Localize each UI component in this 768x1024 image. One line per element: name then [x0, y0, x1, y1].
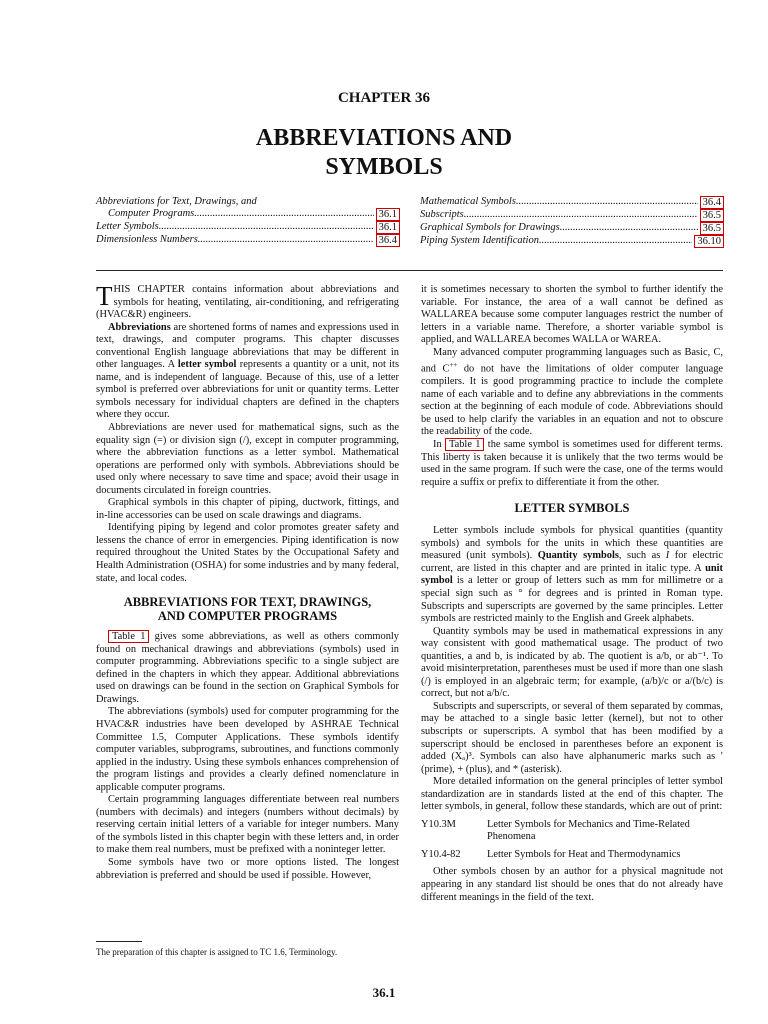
toc-label: Subscripts [420, 209, 464, 220]
toc-entry[interactable] [420, 235, 724, 248]
footnote: The preparation of this chapter is assigned to TC 1.6, Terminology. [96, 947, 338, 957]
toc-entry[interactable] [420, 222, 724, 235]
paragraph: In Table 1 the same symbol is sometimes used for different terms. This liberty is taken because it is unlikely that the two terms would be used in the same program. If such were the case, one of the terms would require a suffix or prefix to differentiate it from the other. [421, 439, 723, 488]
paragraph: More detailed information on the general principles of letter symbol standardization are in standards listed at the end of this chapter. The letter symbols, in general, follow these standards, which are out of print: [421, 776, 723, 813]
paragraph: Table 1 gives some abbreviations, as well as others commonly found on mechanical drawings and abbreviations (symbols) used in computer programming. Abbreviations specific to a single subject are defined in the chapters in which they appear. Additional abbreviations used on drawings can be found in the section on Graphical Symbols for Drawings. [96, 631, 399, 705]
toc-entry[interactable] [96, 208, 400, 221]
toc-label: Computer Programs [108, 208, 195, 220]
right-column [421, 284, 723, 904]
section-heading: LETTER SYMBOLS [514, 501, 630, 516]
intro-paragraph: THIS CHAPTER contains information about abbreviations and symbols for heating, ventilating, air-conditioning, and refrigerating (HVAC&R) engineers. [96, 281, 399, 321]
toc-entry[interactable] [420, 209, 724, 222]
page-title [0, 124, 768, 182]
title-line-2: SYMBOLS [325, 154, 443, 180]
paragraph: Other symbols chosen by an author for a physical magnitude not appearing in any standard list should be ones that do not already have different meanings in the field of the text. [421, 866, 723, 903]
toc-label: Graphical Symbols for Drawings [420, 222, 560, 233]
toc-page-link[interactable]: 36.4 [376, 234, 400, 247]
toc-entry[interactable] [96, 234, 400, 247]
left-column [96, 281, 399, 882]
table-1-link[interactable]: Table 1 [445, 438, 484, 451]
paragraph: Subscripts and superscripts, or several of them separated by commas, may be attached to a single basic letter (kernel), but not to other subscripts or superscripts. A symbol that has been modified by a superscript should be enclosed in parentheses before an exponent is added (Xₐ)³. Symbols can also have alphanumeric marks such as ′ (prime), + (plus), and * (asterisk). [421, 700, 723, 775]
paragraph: Letter symbols include symbols for physical quantities (quantity symbols) and symbols for the units in which these quantities are measured (unit symbols). Quantity symbols, such as I for electric current, are listed in this chapter and are printed in italic type. A unit symbol is a letter or group of letters such as mm for millimetre or a special sign such as ° for degrees and is printed in Roman type. Subscripts and superscripts are governed by the same principles. Letter symbols are restricted mainly to the English and Greek alphabets. [421, 525, 724, 625]
header-divider [96, 270, 723, 271]
table-1-link[interactable]: Table 1 [108, 630, 149, 643]
page-number: 36.1 [372, 985, 396, 1000]
paragraph: Identifying piping by legend and color promotes greater safety and lessens the chance of error in emergencies. Piping identification is now required throughout the United States by the Occupational Safety and Health Administration (OSHA) for some industries and by many federal, state, and local codes. [96, 522, 399, 584]
toc-page-link[interactable]: 36.1 [376, 208, 400, 221]
paragraph: Some symbols have two or more options listed. The longest abbreviation is preferred and should be used if possible. However, [96, 856, 399, 881]
toc-label: Abbreviations for Text, Drawings, and [96, 196, 257, 207]
toc-page-link[interactable]: 36.10 [694, 235, 724, 248]
toc-page-link[interactable]: 36.5 [700, 222, 724, 235]
title-line-1: ABBREVIATIONS AND [255, 125, 513, 151]
toc-label: Piping System Identification [420, 235, 539, 246]
paragraph: it is sometimes necessary to shorten the symbol to further identify the variable. For instance, the area of a wall cannot be defined as WALLAREA because some computer languages restrict the number of letters in a variable name. Therefore, a shorter variable symbol is applied, and WALLAREA becomes WALLA or WAREA. [421, 284, 723, 346]
chapter-label: CHAPTER 36 [337, 90, 431, 106]
paragraph: The abbreviations (symbols) used for computer programming for the HVAC&R industries have been developed by ASHRAE Technical Committee 1.5, Computer Applications. These symbols identify computer variables, subprograms, subroutines, and functions commonly applied in the industry. Using these symbols enhances comprehension of the program listings and provides a clearly defined nomenclature in applicable computer programs. [96, 706, 399, 793]
toc-entry[interactable] [96, 221, 400, 234]
paragraph: Many advanced computer programming languages such as Basic, C, and C++ do not have the limitations of older computer language compilers. It is good programming practice to include the complete name of each variable and to define any abbreviations in the comments section at the beginning of each module of code. Abbreviations should be used to help clarify the variables in an equation and not to obscure the readability of the code. [421, 346, 723, 438]
standard-entry: Y10.3M Letter Symbols for Mechanics and Time-Related Phenomena [421, 818, 690, 843]
paragraph: Certain programming languages differentiate between real numbers (numbers with decimals) and integers (numbers without decimals) by reserving certain initial letters of a variable for integer numbers. Many of the symbols listed in this chapter begin with these letters and, in order to make them real numbers, must be prefixed with a noninteger letter. [96, 794, 399, 856]
paragraph: Graphical symbols in this chapter of piping, ductwork, fittings, and in-line accessories can be used on scale drawings and diagrams. [96, 497, 399, 521]
toc-page-link[interactable]: 36.1 [376, 221, 400, 234]
paragraph: Abbreviations are shortened forms of names and expressions used in text, drawings, and computer programs. This chapter discusses conventional English language abbreviations that may be different in other languages. A letter symbol represents a quantity or a unit, not its name, and is independent of language. Because of this, use of a letter symbol is preferred over abbreviations for unit or quantity terms. Letter symbols necessary for individual chapters are defined in the chapters where they occur. [96, 321, 399, 421]
toc-label: Mathematical Symbols [420, 196, 516, 207]
toc-entry [96, 196, 400, 208]
toc-page-link[interactable]: 36.4 [700, 196, 724, 209]
section-heading: ABBREVIATIONS FOR TEXT, DRAWINGS, AND COMPUTER PROGRAMS [123, 595, 372, 624]
toc-label: Dimensionless Numbers [96, 234, 198, 246]
standard-entry: Y10.4-82 Letter Symbols for Heat and Thermodynamics [421, 848, 681, 860]
footnote-divider [96, 941, 142, 942]
toc-page-link[interactable]: 36.5 [700, 209, 724, 222]
paragraph: Abbreviations are never used for mathematical signs, such as the equality sign (=) or division sign (/), except in computer programming, where the abbreviation functions as a letter symbol. Mathematical operations are performed only with symbols. Abbreviations should be used only where necessary to save time and space; avoid their usage in documents circulated in foreign countries. [96, 422, 399, 496]
paragraph: Quantity symbols may be used in mathematical expressions in any way consistent with good mathematical usage. The product of two quantities, a and b, is indicated by ab. The quotient is a/b, or ab⁻¹. To avoid misinterpretation, parentheses must be used if more than one slash (/) is employed in an algebraic term; for example, (a/b)/c or a/(b/c) is correct, but not a/b/c. [421, 625, 723, 700]
toc-left [96, 196, 400, 247]
drop-cap: T [96, 281, 113, 311]
toc-label: Letter Symbols [96, 221, 159, 233]
toc-right [420, 196, 724, 248]
toc-entry[interactable] [420, 196, 724, 209]
